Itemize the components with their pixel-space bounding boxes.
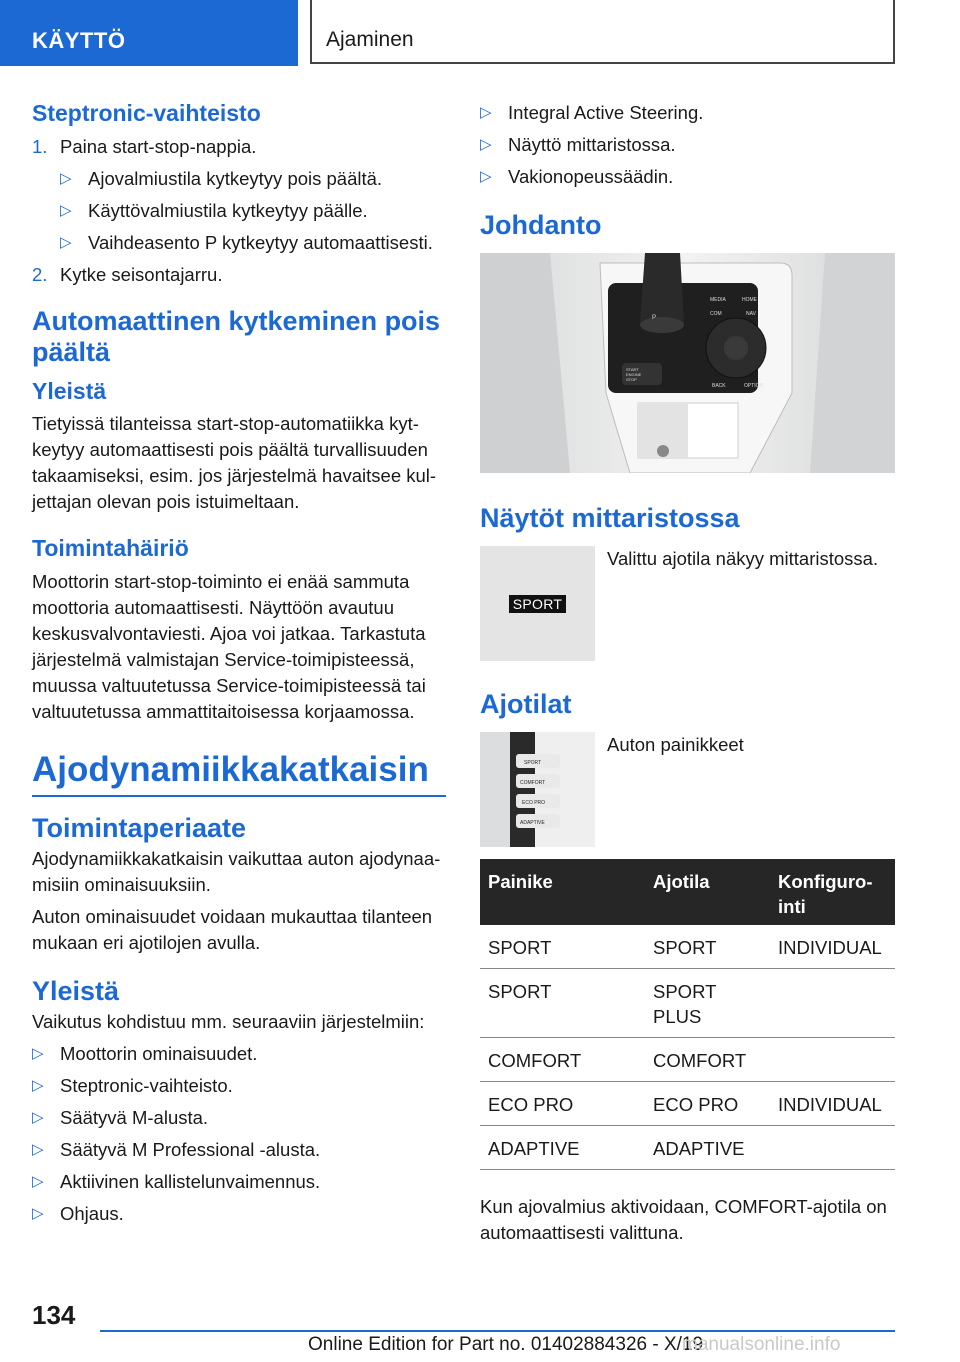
system-item (480, 164, 895, 190)
modes-heading: Ajotilat (480, 689, 572, 720)
triangle-bullet-icon: ▷ (32, 1044, 44, 1062)
table-row (480, 1126, 895, 1170)
substep-text: Käyttövalmiustila kytkeytyy päälle. (88, 199, 368, 221)
ajodynamiikka-heading: Ajodynamiikkakatkaisin (32, 749, 446, 797)
step-text: Paina start-stop-nappia. (60, 135, 257, 157)
triangle-bullet-icon: ▷ (60, 169, 72, 187)
modes-row (480, 732, 895, 847)
auto-off-general-text: Tietyissä tilanteissa start-stop-automatiikka kyt-keytyy automaattisesti pois päältä turvallisuuden takaamiseksi, esim. jos järjestelmä havaitsee kul-jettajan olevan pois istuimeltaan. (32, 413, 437, 513)
substep-text: Vaihdeasento P kytkeytyy automaattisesti. (88, 231, 433, 253)
substep (60, 198, 446, 224)
button-label-eco-pro: ECO PRO (522, 800, 546, 807)
system-text: Integral Active Steering. (508, 102, 704, 123)
triangle-bullet-icon: ▷ (480, 104, 492, 121)
table-header-ajotila: Ajotila (645, 859, 770, 925)
table-cell: SPORT (480, 969, 645, 1038)
closing-text: Kun ajovalmius aktivoidaan, COMFORT-ajotila on automaattisesti valittuna. (480, 1196, 887, 1244)
console-label-stop: STOP (626, 377, 637, 383)
console-label-p: P (652, 315, 657, 322)
system-text: Vakionopeussäädin. (508, 166, 674, 187)
table-row (480, 1082, 895, 1126)
system-item (32, 1169, 446, 1195)
table-cell: ADAPTIVE (480, 1126, 645, 1170)
triangle-bullet-icon: ▷ (60, 201, 72, 219)
principle-text-2: Auton ominaisuudet voidaan mukauttaa tilanteen mukaan eri ajotilojen avulla. (32, 905, 433, 953)
table-cell: SPORT (645, 925, 770, 969)
malfunction-heading: Toimintahäiriö (32, 535, 189, 562)
step-number: 2. (32, 263, 48, 285)
system-item (480, 100, 895, 126)
system-item (32, 1041, 446, 1067)
footer-edition: Online Edition for Part no. 01402884326 - X/19 (308, 1334, 704, 1355)
system-text: Aktiivinen kallistelunvaimennus. (60, 1170, 321, 1192)
principle-text-1: Ajodynamiikkakatkaisin vaikuttaa auton ajodynaa-misiin ominaisuuksiin. (32, 847, 441, 895)
step-text: Kytke seisontajarru. (60, 263, 223, 285)
step-1 (32, 134, 446, 160)
triangle-bullet-icon: ▷ (32, 1108, 44, 1126)
system-item (32, 1137, 446, 1163)
step-2 (32, 262, 446, 288)
triangle-bullet-icon: ▷ (32, 1172, 44, 1190)
right-column (480, 100, 895, 1252)
button-label-sport: SPORT (524, 760, 542, 767)
table-cell: ECO PRO (645, 1082, 770, 1126)
mode-buttons-illustration (480, 732, 595, 847)
step-number: 1. (32, 135, 48, 157)
system-text: Näyttö mittaristossa. (508, 134, 676, 155)
substep (60, 230, 446, 256)
left-column (32, 100, 446, 1233)
system-item (32, 1073, 446, 1099)
substep (60, 166, 446, 192)
drive-modes-table (480, 859, 895, 1170)
console-label-media: MEDIA (710, 297, 726, 304)
table-row (480, 1038, 895, 1082)
table-cell (770, 969, 895, 1038)
display-row (480, 546, 895, 661)
button-label-adaptive: ADAPTIVE (520, 820, 545, 827)
table-cell: INDIVIDUAL (770, 1082, 895, 1126)
system-text: Moottorin ominaisuudet. (60, 1042, 258, 1064)
steptronic-heading: Steptronic-vaihteisto (32, 100, 261, 126)
display-text: Valittu ajotila näkyy mittaristossa. (607, 548, 879, 570)
page-number: 134 (32, 1300, 76, 1330)
triangle-bullet-icon: ▷ (480, 168, 492, 185)
modes-text: Auton painikkeet (607, 734, 744, 756)
systems-intro: Vaikutus kohdistuu mm. seuraaviin järjestelmiin: (32, 1010, 425, 1032)
system-text: Steptronic-vaihteisto. (60, 1074, 233, 1096)
page-header (0, 0, 960, 66)
systems-general-heading: Yleistä (32, 975, 120, 1006)
button-label-comfort: COMFORT (520, 780, 546, 787)
system-text: Säätyvä M-alusta. (60, 1106, 209, 1128)
system-item (480, 132, 895, 158)
table-cell: COMFORT (645, 1038, 770, 1082)
watermark: manualsonline.info (682, 1334, 841, 1355)
table-row (480, 925, 895, 969)
console-label-back: BACK (712, 383, 726, 390)
table-cell: COMFORT (480, 1038, 645, 1082)
auto-off-heading: Automaattinen kytkeminen pois päältä (32, 305, 441, 367)
section-tab[interactable]: KÄYTTÖ (0, 0, 298, 66)
table-cell (770, 1126, 895, 1170)
console-illustration (480, 253, 895, 473)
table-cell (770, 1038, 895, 1082)
triangle-bullet-icon: ▷ (32, 1076, 44, 1094)
triangle-bullet-icon: ▷ (32, 1140, 44, 1158)
table-cell: ECO PRO (480, 1082, 645, 1126)
table-cell: INDIVIDUAL (770, 925, 895, 969)
console-photo (480, 253, 895, 473)
auto-off-general-heading: Yleistä (32, 377, 107, 404)
table-cell: SPORT PLUS (645, 969, 770, 1038)
console-label-home: HOME (742, 297, 757, 304)
display-photo (480, 546, 595, 661)
principle-heading: Toimintaperiaate (32, 812, 247, 843)
table-row (480, 969, 895, 1038)
mode-buttons-photo (480, 732, 595, 847)
console-label-com: COM (710, 311, 722, 318)
triangle-bullet-icon: ▷ (480, 136, 492, 153)
console-label-option: OPTION (744, 383, 764, 390)
system-item (32, 1105, 446, 1131)
sport-display-badge: SPORT (509, 595, 566, 613)
console-label-nav: NAV (746, 311, 756, 318)
intro-heading: Johdanto (480, 210, 602, 240)
chapter-title: Ajaminen (310, 0, 895, 64)
malfunction-text: Moottorin start-stop-toiminto ei enää sammuta moottoria automaattisesti. Näyttöön avautuu keskusvalvontaviesti. Ajoa voi jatkaa. Tarkastuta järjestelmä valmistajan Service-toimipisteessä, muussa valtuutetussa Service-toimipisteessä tai valtuutetussa ammattitaitoisessa korjaamossa. (32, 570, 426, 722)
triangle-bullet-icon: ▷ (60, 233, 72, 251)
table-cell: SPORT (480, 925, 645, 969)
system-item (32, 1201, 446, 1227)
console-label-engine: ENGINE (626, 372, 642, 378)
system-text: Ohjaus. (60, 1202, 124, 1224)
triangle-bullet-icon: ▷ (32, 1204, 44, 1222)
substep-text: Ajovalmiustila kytkeytyy pois päältä. (88, 167, 383, 189)
system-text: Säätyvä M Professional -alusta. (60, 1138, 321, 1160)
console-label-start: START (626, 367, 639, 373)
table-header-konfigurointi: Konfiguro-inti (770, 859, 895, 925)
table-header-row (480, 859, 895, 925)
table-header-painike: Painike (480, 859, 645, 925)
display-heading: Näytöt mittaristossa (480, 503, 740, 534)
footer-divider (100, 1330, 895, 1332)
table-cell: ADAPTIVE (645, 1126, 770, 1170)
